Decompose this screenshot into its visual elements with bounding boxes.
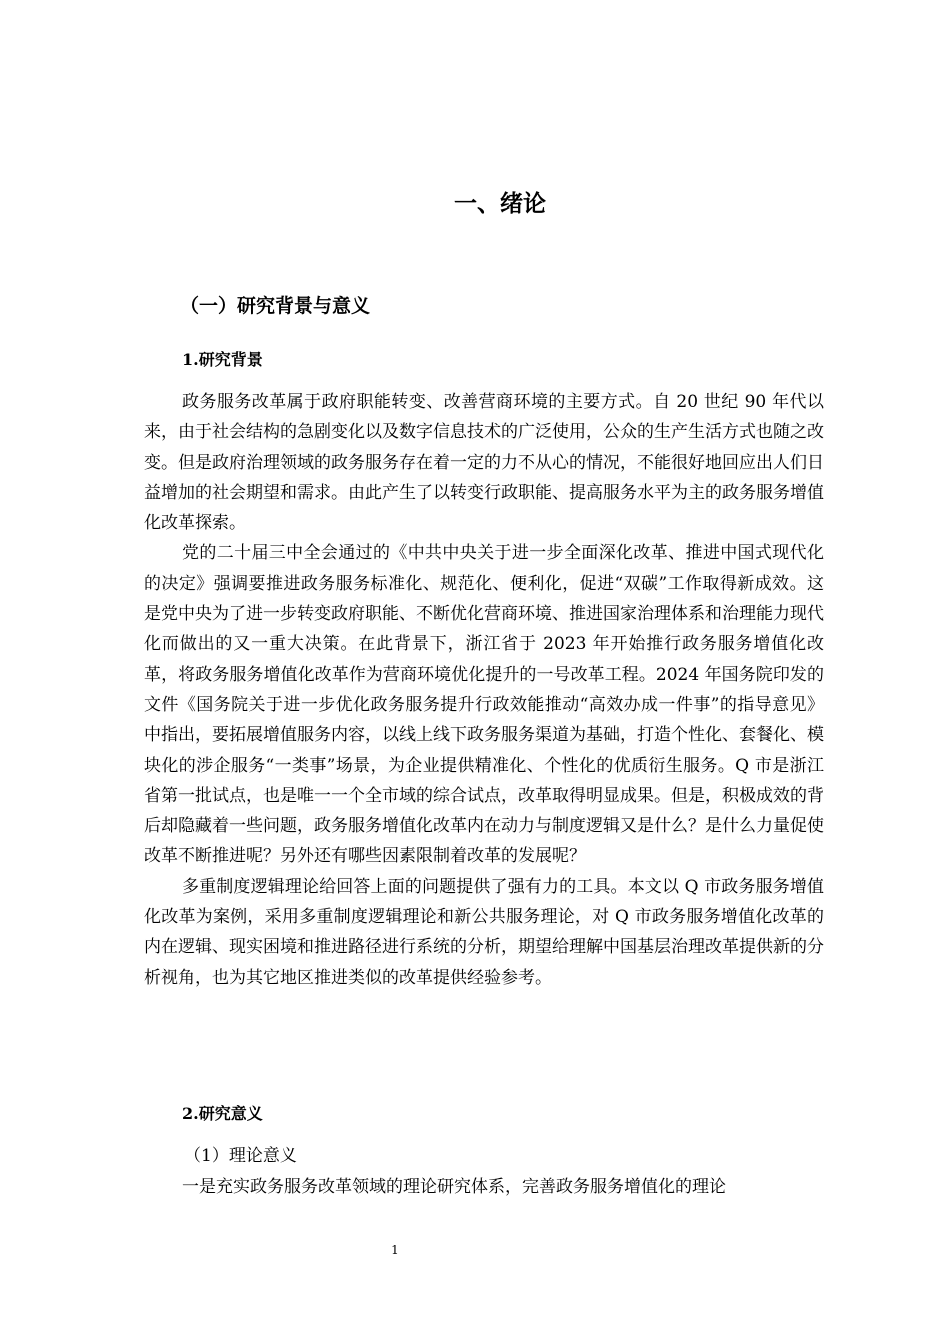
page-number: 1: [391, 1243, 399, 1257]
background-body: [144, 387, 824, 993]
section-title: （一）研究背景与意义: [180, 295, 371, 317]
heading-research-background: 1.研究背景: [182, 350, 263, 369]
paragraph: 多重制度逻辑理论给回答上面的问题提供了强有力的工具。本文以 Q 市政务服务增值化改革为案例，采用多重制度逻辑理论和新公共服务理论，对 Q 市政务服务增值化改革的内在逻辑、现实困境和推进路径进行系统的分析，期望给理解中国基层治理改革提供新的分析视角，也为其它地区推进类似的改革提供经验参考。: [144, 876, 824, 988]
paragraph: 党的二十届三中全会通过的《中共中央关于进一步全面深化改革、推进中国式现代化的决定》强调要推进政务服务标准化、规范化、便利化，促进“双碳”工作取得新成效。这是党中央为了进一步转变政府职能、不断优化营商环境、推进国家治理体系和治理能力现代化而做出的又一重大决策。在此背景下，浙江省于 2023 年开始推行政务服务增值化改革，将政务服务增值化改革作为营商环境优化提升的一号改革工程。2024 年国务院印发的文件《国务院关于进一步优化政务服务提升行政效能推动“高效办成一件事”的指导意见》中指出，要拓展增值服务内容，以线上线下政务服务渠道为基础，打造个性化、套餐化、模块化的涉企服务“一类事”场景，为企业提供精准化、个性化的优质衍生服务。Q 市是浙江省第一批试点，也是唯一一个全市域的综合试点，改革取得明显成果。但是，积极成效的背后却隐藏着一些问题，政务服务增值化改革内在动力与制度逻辑又是什么？是什么力量促使改革不断推进呢？另外还有哪些因素限制着改革的发展呢？: [144, 543, 824, 867]
chapter-title: 一、绪论: [454, 191, 546, 217]
heading-research-significance: 2.研究意义: [182, 1104, 263, 1123]
theory-significance-label: （1）理论意义: [184, 1146, 297, 1166]
paragraph-continuing: 一是充实政务服务改革领域的理论研究体系，完善政务服务增值化的理论: [182, 1177, 726, 1197]
paragraph: 政务服务改革属于政府职能转变、改善营商环境的主要方式。自 20 世纪 90 年代以来，由于社会结构的急剧变化以及数字信息技术的广泛使用，公众的生产生活方式也随之改变。但是政府治理领域的政务服务存在着一定的力不从心的情况，不能很好地回应出人们日益增加的社会期望和需求。由此产生了以转变行政职能、提高服务水平为主的政务服务增值化改革探索。: [144, 392, 824, 534]
